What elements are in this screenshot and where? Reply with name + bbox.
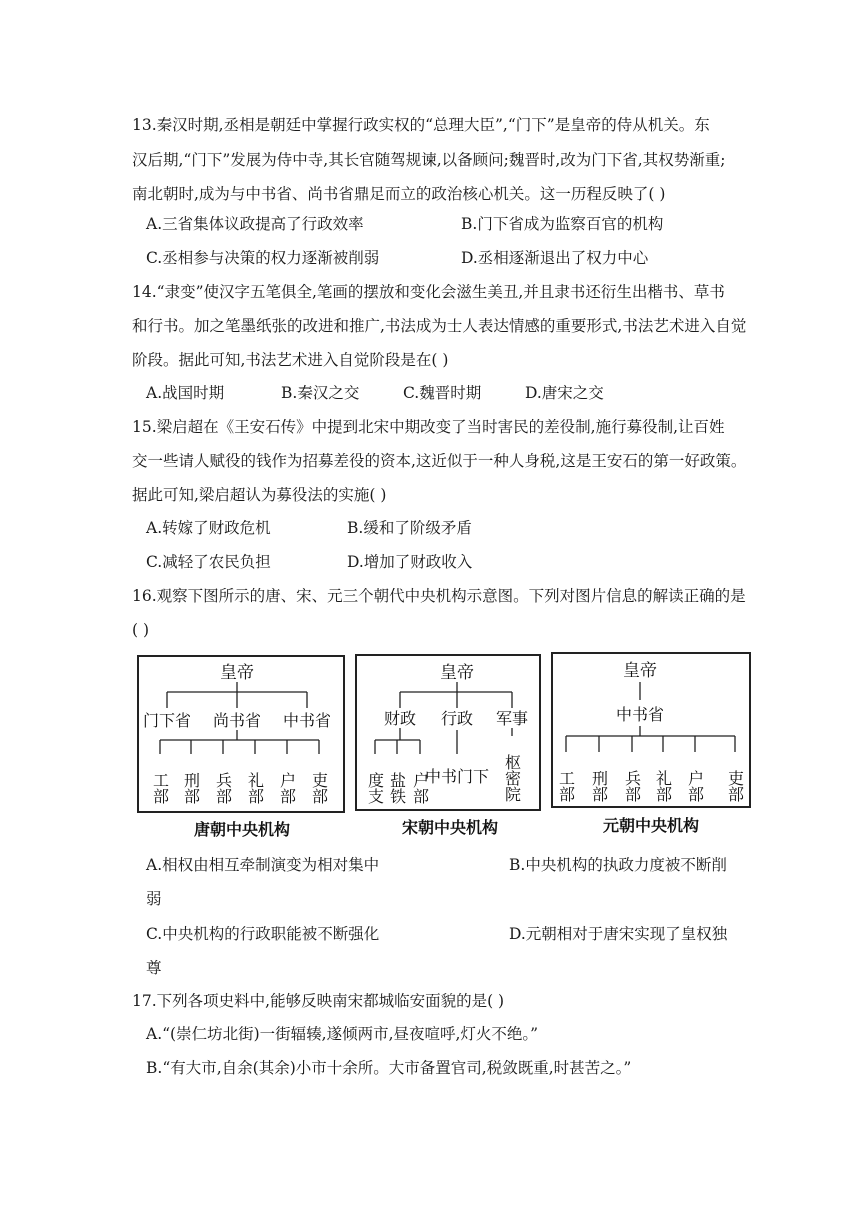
yuan-dept-gong: 工部 bbox=[556, 770, 576, 802]
q16-option-b-wrap: 弱 bbox=[146, 890, 162, 908]
q13-line-1: 13.秦汉时期,丞相是朝廷中掌握行政实权的“总理大臣”,“门下”是皇帝的侍从机关。东 bbox=[132, 116, 710, 134]
song-duzhi: 度支 bbox=[365, 772, 385, 804]
yuan-dept-bing: 兵部 bbox=[622, 770, 642, 802]
song-finance: 财政 bbox=[383, 709, 417, 728]
tang-dept-bing: 兵部 bbox=[213, 772, 233, 804]
q15-option-a: A.转嫁了财政危机 bbox=[146, 519, 271, 537]
q13-option-b: B.门下省成为监察百官的机构 bbox=[461, 215, 664, 233]
tang-dept-xing: 刑部 bbox=[181, 772, 201, 804]
tang-dept-hu: 户部 bbox=[277, 772, 297, 804]
q17-line-1: 17.下列各项史料中,能够反映南宋都城临安面貌的是( ) bbox=[132, 992, 505, 1010]
q13-option-c: C.丞相参与决策的权力逐渐被削弱 bbox=[146, 249, 380, 267]
q15-option-d: D.增加了财政收入 bbox=[347, 553, 473, 571]
q14-option-c: C.魏晋时期 bbox=[403, 384, 482, 402]
q17-option-b: B.“有大市,自余(其余)小市十余所。大市备置官司,税敛既重,时甚苦之。” bbox=[146, 1059, 632, 1077]
q16-line-2: ( ) bbox=[132, 621, 150, 639]
q14-line-1: 14.“隶变”使汉字五笔俱全,笔画的摆放和变化会滋生美丑,并且隶书还衍生出楷书、草书 bbox=[132, 283, 725, 301]
song-emperor: 皇帝 bbox=[440, 663, 474, 683]
song-yantie: 盐铁 bbox=[387, 772, 407, 804]
tang-dept-li-personnel: 吏部 bbox=[309, 772, 329, 804]
tang-dept-li: 礼部 bbox=[245, 772, 265, 804]
yuan-caption: 元朝中央机构 bbox=[602, 816, 700, 835]
q16-option-b: B.中央机构的执政力度被不断削 bbox=[509, 856, 727, 874]
q16-option-a: A.相权由相互牵制演变为相对集中 bbox=[146, 856, 380, 874]
tang-emperor: 皇帝 bbox=[220, 663, 254, 683]
yuan-dept-hu: 户部 bbox=[685, 770, 705, 802]
q17-option-a: A.“(崇仁坊北街)一街辐辏,遂倾两市,昼夜喧呼,灯火不绝。” bbox=[146, 1025, 539, 1043]
q16-option-d-wrap: 尊 bbox=[146, 959, 162, 977]
song-shumiyuan: 枢密院 bbox=[502, 754, 522, 802]
q13-option-a: A.三省集体议政提高了行政效率 bbox=[146, 215, 364, 233]
q16-option-c: C.中央机构的行政职能被不断强化 bbox=[146, 925, 380, 943]
q14-line-2: 和行书。加之笔墨纸张的改进和推广,书法成为士人表达情感的重要形式,书法艺术进入自觉 bbox=[132, 317, 747, 335]
yuan-dept-li: 礼部 bbox=[653, 770, 673, 802]
yuan-dept-li-personnel: 吏部 bbox=[725, 770, 745, 802]
q15-line-2: 交一些请人赋役的钱作为招募差役的资本,这近似于一种人身税,这是王安石的第一好政策。 bbox=[132, 452, 747, 470]
q14-line-3: 阶段。据此可知,书法艺术进入自觉阶段是在( ) bbox=[132, 351, 449, 369]
song-hubu: 户部 bbox=[410, 772, 430, 804]
q14-option-d: D.唐宋之交 bbox=[525, 384, 604, 402]
tang-menxia: 门下省 bbox=[142, 711, 192, 730]
q15-line-1: 15.梁启超在《王安石传》中提到北宋中期改变了当时害民的差役制,施行募役制,让百姓 bbox=[132, 418, 725, 436]
q14-option-a: A.战国时期 bbox=[146, 384, 225, 402]
q13-line-3: 南北朝时,成为与中书省、尚书省鼎足而立的政治核心机关。这一历程反映了( ) bbox=[132, 185, 666, 203]
yuan-dept-xing: 刑部 bbox=[589, 770, 609, 802]
q14-option-b: B.秦汉之交 bbox=[281, 384, 360, 402]
tang-zhongshu: 中书省 bbox=[282, 711, 332, 730]
song-zhongshu-menxia: 中书门下 bbox=[424, 767, 490, 786]
yuan-zhongshu: 中书省 bbox=[615, 705, 665, 724]
q13-option-d: D.丞相逐渐退出了权力中心 bbox=[461, 249, 649, 267]
tang-caption: 唐朝中央机构 bbox=[193, 820, 291, 839]
q15-option-c: C.减轻了农民负担 bbox=[146, 553, 271, 571]
song-caption: 宋朝中央机构 bbox=[401, 818, 499, 837]
q15-line-3: 据此可知,梁启超认为募役法的实施( ) bbox=[132, 486, 387, 504]
tang-shangshu: 尚书省 bbox=[212, 711, 262, 730]
q13-line-2: 汉后期,“门下”发展为侍中寺,其长官随驾规谏,以备顾问;魏晋时,改为门下省,其权势渐重; bbox=[132, 151, 726, 169]
song-military: 军事 bbox=[495, 709, 529, 728]
q16-option-d: D.元朝相对于唐宋实现了皇权独 bbox=[509, 925, 728, 943]
central-institutions-diagram bbox=[132, 650, 754, 850]
q16-line-1: 16.观察下图所示的唐、宋、元三个朝代中央机构示意图。下列对图片信息的解读正确的是 bbox=[132, 587, 746, 605]
q15-option-b: B.缓和了阶级矛盾 bbox=[347, 519, 472, 537]
tang-dept-gong: 工部 bbox=[150, 772, 170, 804]
yuan-emperor: 皇帝 bbox=[623, 661, 657, 681]
song-administration: 行政 bbox=[440, 709, 474, 728]
